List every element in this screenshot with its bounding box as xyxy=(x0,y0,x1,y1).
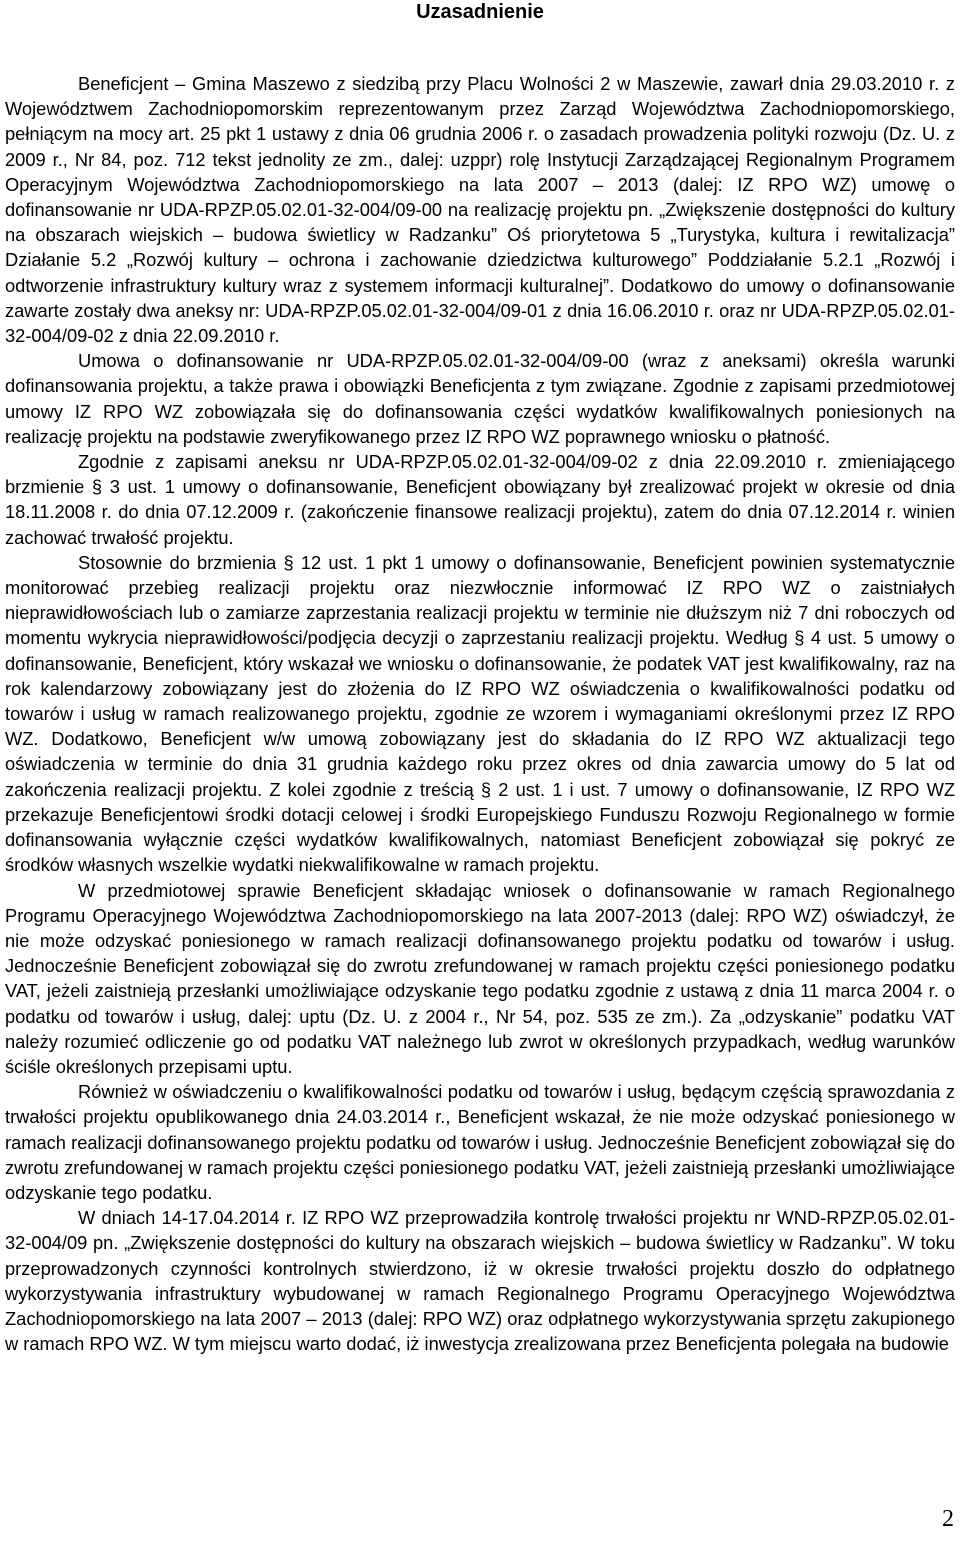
paragraph-contract-terms: Umowa o dofinansowanie nr UDA-RPZP.05.02.01-32-004/09-00 (wraz z aneksami) określa warunki dofinansowania projektu, a także prawa i obowiązki Beneficjenta z tym związane. Zgodnie z zapisami przedmiotowej umowy IZ RPO WZ zobowiązała się do dofinansowania części wydatków kwalifikowalnych poniesionych na realizację projektu na podstawie zweryfikowanego przez IZ RPO WZ poprawnego wniosku o płatność. xyxy=(5,350,955,447)
paragraph-monitoring-obligations: Stosownie do brzmienia § 12 ust. 1 pkt 1 umowy o dofinansowanie, Beneficjent powinien systematycznie monitorować przebieg realizacji projektu oraz niezwłocznie informować IZ RPO WZ o zaistniałych nieprawidłowościach lub o zamiarze zaprzestania realizacji projektu w terminie nie dłuższym niż 7 dni roboczych od momentu wykrycia nieprawidłowości/podjęcia decyzji o zaprzestaniu realizacji projektu. Według § 4 ust. 5 umowy o dofinansowanie, Beneficjent, który wskazał we wniosku o dofinansowanie, że podatek VAT jest kwalifikowalny, raz na rok kalendarzowy zobowiązany jest do złożenia do IZ RPO WZ oświadczenia o kwalifikowalności podatku od towarów i usług w ramach realizowanego projektu, zgodnie ze wzorem i wymaganiami określonymi przez IZ RPO WZ. Dodatkowo, Beneficjent w/w umową zobowiązany jest do składania do IZ RPO WZ aktualizacji tego oświadczenia w terminie do dnia 31 grudnia każdego roku przez okres od dnia zawarcia umowy do 5 lat od zakończenia realizacji projektu. Z kolei zgodnie z treścią § 2 ust. 1 i ust. 7 umowy o dofinansowanie, IZ RPO WZ przekazuje Beneficjentowi środki dotacji celowej i środki Europejskiego Funduszu Rozwoju Regionalnego w formie dofinansowania wyłącznie części wydatków kwalifikowalnych, natomiast Beneficjent zobowiązał się pokryć ze środków własnych wszelkie wydatki niekwalifikowalne w ramach projektu. xyxy=(5,551,955,876)
paragraph-durability-report: Również w oświadczeniu o kwalifikowalności podatku od towarów i usług, będącym częścią sprawozdania z trwałości projektu opublikowanego dnia 24.03.2014 r., Beneficjent wskazał, że nie może odzyskać poniesionego w ramach realizacji dofinansowanego projektu podatku od towarów i usług. Jednocześnie Beneficjent zobowiązał się do zwrotu zrefundowanej w ramach projektu części poniesionego podatku VAT, jeżeli zaistnieją przesłanki umożliwiające odzyskanie tego podatku. xyxy=(5,1081,955,1203)
paragraph-vat-declaration: W przedmiotowej sprawie Beneficjent składając wniosek o dofinansowanie w ramach Regionalnego Programu Operacyjnego Województwa Zachodniopomorskiego na lata 2007-2013 (dalej: RPO WZ) oświadczył, że nie może odzyskać poniesionego w ramach realizacji dofinansowanego projektu podatku od towarów i usług. Jednocześnie Beneficjent zobowiązał się do zwrotu zrefundowanej w ramach projektu części poniesionego podatku VAT, jeżeli zaistnieją przesłanki umożliwiające odzyskanie tego podatku zgodnie z ustawą z dnia 11 marca 2004 r. o podatku od towarów i usług, dalej: uptu (Dz. U. z 2004 r., Nr 54, poz. 535 ze zm.). Za „odzyskanie” podatku VAT należy rozumieć odliczenie go od podatku VAT należnego lub zwrot w określonych przypadkach, według warunków ściśle określonych przepisami uptu. xyxy=(5,879,955,1077)
paragraph-agreement: Beneficjent – Gmina Maszewo z siedzibą przy Placu Wolności 2 w Maszewie, zawarł dnia 29.03.2010 r. z Województwem Zachodniopomorskim reprezentowanym przez Zarząd Województwa Zachodniopomorskiego, pełniącym na mocy art. 25 pkt 1 ustawy z dnia 06 grudnia 2006 r. o zasadach prowadzenia polityki rozwoju (Dz. U. z 2009 r., Nr 84, poz. 712 tekst jednolity ze zm., dalej: uzppr) rolę Instytucji Zarządzającej Regionalnym Programem Operacyjnym Województwa Zachodniopomorskiego na lata 2007 – 2013 (dalej: IZ RPO WZ) umowę o dofinansowanie nr UDA-RPZP.05.02.01-32-004/09-00 na realizację projektu pn. „Zwiększenie dostępności do kultury na obszarach wiejskich – budowa świetlicy w Radzanku” Oś priorytetowa 5 „Turystyka, kultura i rewitalizacja” Działanie 5.2 „Rozwój kultury – ochrona i zachowanie dziedzictwa kulturowego” Poddziałanie 5.2.1 „Rozwój i odtworzenie infrastruktury kultury wraz z systemem informacji kulturalnej”. Dodatkowo do umowy o dofinansowanie zawarte zostały dwa aneksy nr: UDA-RPZP.05.02.01-32-004/09-01 z dnia 16.06.2010 r. oraz nr UDA-RPZP.05.02.01-32-004/09-02 z dnia 22.09.2010 r. xyxy=(5,73,955,347)
page-number: 2 xyxy=(942,1506,954,1532)
document-body xyxy=(5,71,955,1356)
page-title: Uzasadnienie xyxy=(416,1,544,23)
paragraph-annex: Zgodnie z zapisami aneksu nr UDA-RPZP.05.02.01-32-004/09-02 z dnia 22.09.2010 r. zmieniającego brzmienie § 3 ust. 1 umowy o dofinansowanie, Beneficjent obowiązany był zrealizować projekt w okresie od dnia 18.11.2008 r. do dnia 07.12.2009 r. (zakończenie finansowe realizacji projektu), zatem do dnia 07.12.2014 r. winien zachować trwałość projektu. xyxy=(5,451,955,548)
paragraph-inspection: W dniach 14-17.04.2014 r. IZ RPO WZ przeprowadziła kontrolę trwałości projektu nr WND-RPZP.05.02.01-32-004/09 pn. „Zwiększenie dostępności do kultury na obszarach wiejskich – budowa świetlicy w Radzanku”. W toku przeprowadzonych czynności kontrolnych stwierdzono, iż w okresie trwałości projektu doszło do odpłatnego wykorzystywania infrastruktury wybudowanej w ramach Regionalnego Programu Operacyjnego Województwa Zachodniopomorskiego na lata 2007 – 2013 (dalej: RPO WZ) oraz odpłatnego wykorzystywania sprzętu zakupionego w ramach RPO WZ. W tym miejscu warto dodać, iż inwestycja zrealizowana przez Beneficjenta polegała na budowie xyxy=(5,1207,955,1355)
